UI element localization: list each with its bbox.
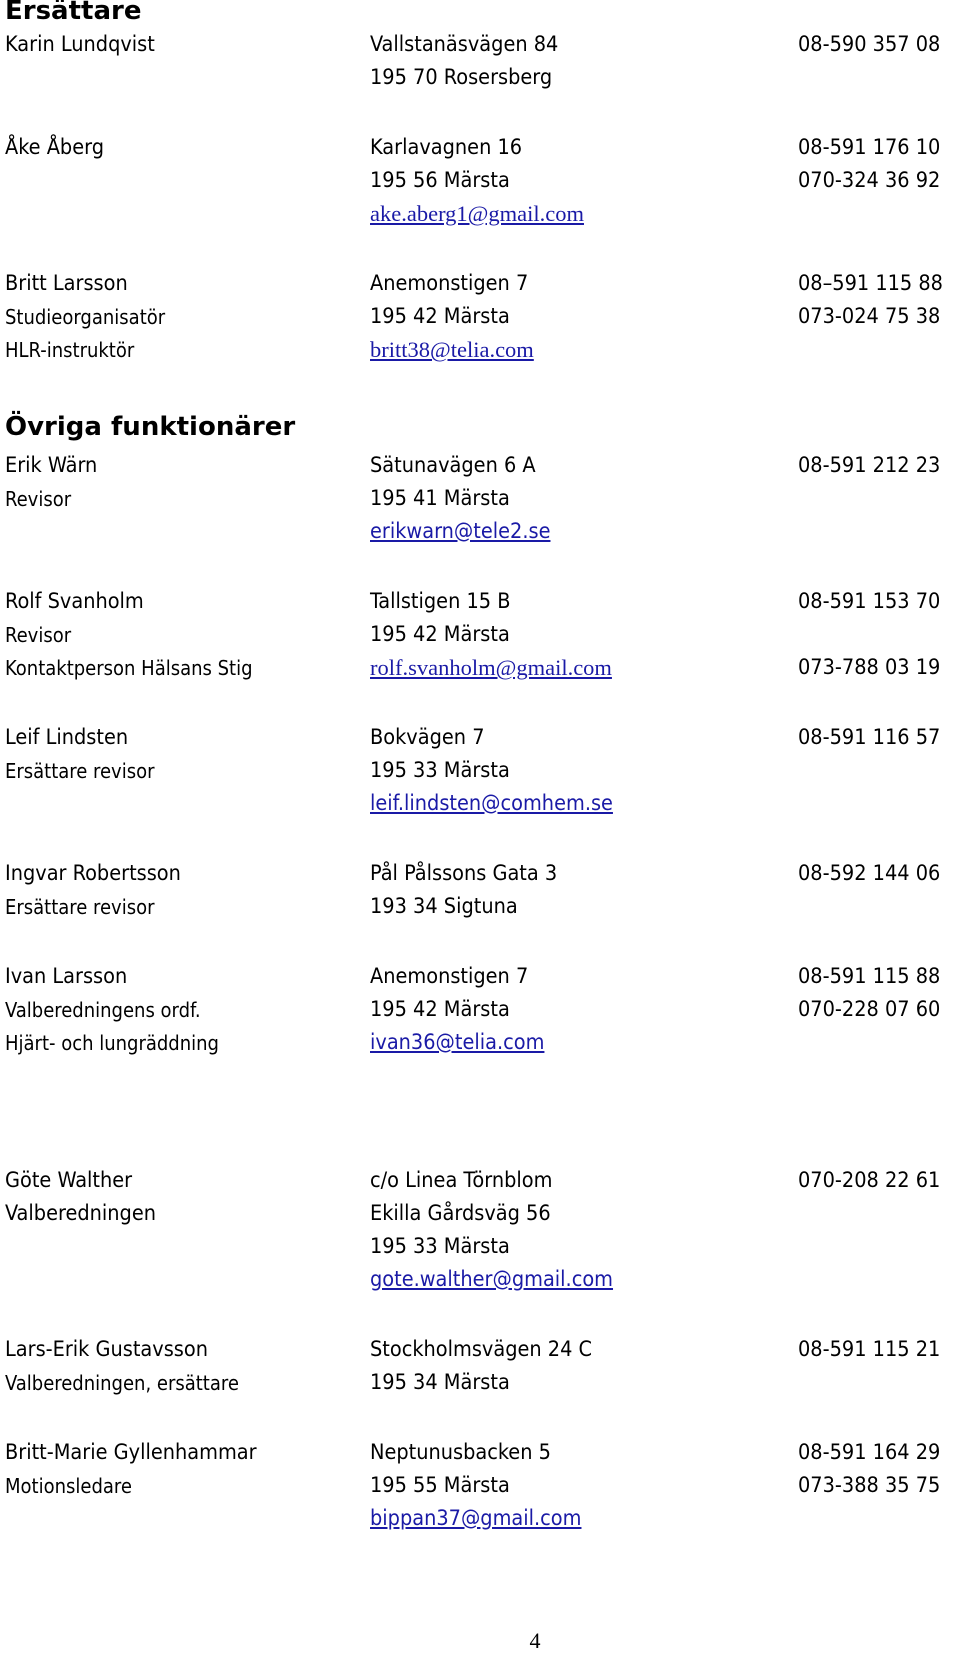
contact-postal: 193 34 Sigtuna [370, 894, 518, 919]
contact-row [5, 787, 955, 821]
contact-name: Leif Lindsten [5, 725, 129, 750]
contact-row [5, 960, 955, 994]
contact-name: Göte Walther [5, 1168, 133, 1193]
contact-phone: 08-591 116 57 [798, 725, 941, 750]
contact-email-link[interactable]: ivan36@telia.com [370, 1030, 545, 1055]
contact-row [5, 1164, 955, 1198]
contact-role: Valberedningen, ersättare [5, 1371, 239, 1395]
contact-role: Revisor [5, 487, 72, 511]
contact-row [5, 449, 955, 483]
contact-email-link[interactable]: gote.walther@gmail.com [370, 1267, 614, 1292]
contact-name: Karin Lundqvist [5, 32, 155, 57]
contact-postal: 195 42 Märsta [370, 304, 510, 329]
contact-mobile: 070-228 07 60 [798, 997, 941, 1022]
contact-phone: 08-591 115 88 [798, 964, 941, 989]
contact-role: Valberedningens ordf. [5, 998, 201, 1022]
contact-row [5, 857, 955, 891]
contact-row [5, 300, 955, 334]
contact-row [5, 131, 955, 165]
contact-mobile: 073-024 75 38 [798, 304, 941, 329]
contact-row [5, 1469, 955, 1503]
contact-row [5, 585, 955, 619]
contact-row [5, 993, 955, 1027]
contact-postal: 195 56 Märsta [370, 168, 510, 193]
contact-address-line2: Ekilla Gårdsväg 56 [370, 1201, 551, 1226]
contact-row [5, 618, 955, 652]
contact-phone: 08-591 212 23 [798, 453, 941, 478]
contact-address: Vallstanäsvägen 84 [370, 32, 559, 57]
contact-role: Revisor [5, 623, 72, 647]
contact-role: Ersättare revisor [5, 895, 155, 919]
contact-role: Valberedningen [5, 1201, 156, 1226]
contact-email-link[interactable]: rolf.svanholm@gmail.com [370, 655, 612, 680]
contact-name: Britt Larsson [5, 271, 128, 296]
contact-email-link[interactable]: leif.lindsten@comhem.se [370, 791, 613, 816]
contact-row [5, 28, 955, 62]
contact-phone: 08–591 115 88 [798, 271, 943, 296]
contact-role: Kontaktperson Hälsans Stig [5, 656, 253, 680]
contact-row [5, 164, 955, 198]
contact-address: Tallstigen 15 B [370, 589, 511, 614]
contact-row [5, 1197, 955, 1231]
contact-phone: 070-208 22 61 [798, 1168, 941, 1193]
contact-role: HLR-instruktör [5, 338, 135, 362]
contact-row [5, 482, 955, 516]
contact-postal: 195 34 Märsta [370, 1370, 510, 1395]
contact-mobile: 070-324 36 92 [798, 168, 941, 193]
page-number: 4 [529, 1628, 541, 1653]
contact-row [5, 890, 955, 924]
contact-mobile: 073-788 03 19 [798, 655, 941, 680]
contact-address: Pål Pålssons Gata 3 [370, 861, 558, 886]
contact-role: Hjärt- och lungräddning [5, 1031, 219, 1055]
contact-address: Sätunavägen 6 A [370, 453, 536, 478]
contact-row [5, 1436, 955, 1470]
contact-row [5, 333, 955, 367]
contact-role: Ersättare revisor [5, 759, 155, 783]
contact-row [5, 651, 955, 685]
contact-row [5, 1333, 955, 1367]
section-heading-ersattare: Ersättare [5, 0, 142, 26]
contact-role: Motionsledare [5, 1474, 132, 1498]
contact-name: Ingvar Robertsson [5, 861, 181, 886]
contact-row [5, 1502, 955, 1536]
section-heading-ovriga-funktionarer: Övriga funktionärer [5, 412, 296, 442]
contact-phone: 08-591 153 70 [798, 589, 941, 614]
contact-mobile: 073-388 35 75 [798, 1473, 941, 1498]
contact-email-link[interactable]: britt38@telia.com [370, 337, 534, 362]
contact-row [5, 1230, 955, 1264]
contact-postal: 195 42 Märsta [370, 997, 510, 1022]
contact-role: Studieorganisatör [5, 305, 166, 329]
contact-name: Lars-Erik Gustavsson [5, 1337, 208, 1362]
contact-row [5, 515, 955, 549]
contact-email-link[interactable]: erikwarn@tele2.se [370, 519, 551, 544]
contact-row [5, 1026, 955, 1060]
contact-postal: 195 55 Märsta [370, 1473, 510, 1498]
contact-row [5, 1366, 955, 1400]
contact-postal: 195 33 Märsta [370, 1234, 510, 1259]
contact-address: Stockholmsvägen 24 C [370, 1337, 593, 1362]
contact-phone: 08-591 164 29 [798, 1440, 941, 1465]
contact-row [5, 1263, 955, 1297]
contact-phone: 08-592 144 06 [798, 861, 941, 886]
contact-email-link[interactable]: ake.aberg1@gmail.com [370, 201, 584, 226]
contact-row [5, 754, 955, 788]
contact-postal: 195 42 Märsta [370, 622, 510, 647]
contact-row [5, 721, 955, 755]
contact-postal: 195 41 Märsta [370, 486, 510, 511]
contact-address: c/o Linea Törnblom [370, 1168, 553, 1193]
contact-row [5, 267, 955, 301]
contact-row [5, 197, 955, 231]
contact-address: Bokvägen 7 [370, 725, 485, 750]
contact-address: Anemonstigen 7 [370, 271, 529, 296]
contact-phone: 08-591 176 10 [798, 135, 941, 160]
contact-phone: 08-591 115 21 [798, 1337, 941, 1362]
contact-email-link[interactable]: bippan37@gmail.com [370, 1506, 582, 1531]
contact-name: Rolf Svanholm [5, 589, 144, 614]
contact-row [5, 61, 955, 95]
contact-name: Britt-Marie Gyllenhammar [5, 1440, 257, 1465]
contact-address: Neptunusbacken 5 [370, 1440, 551, 1465]
contact-address: Karlavagnen 16 [370, 135, 523, 160]
contact-name: Ivan Larsson [5, 964, 128, 989]
contact-name: Erik Wärn [5, 453, 98, 478]
contact-phone: 08-590 357 08 [798, 32, 941, 57]
contact-postal: 195 33 Märsta [370, 758, 510, 783]
contact-address: Anemonstigen 7 [370, 964, 529, 989]
contact-name: Åke Åberg [5, 135, 104, 160]
contact-postal: 195 70 Rosersberg [370, 65, 553, 90]
